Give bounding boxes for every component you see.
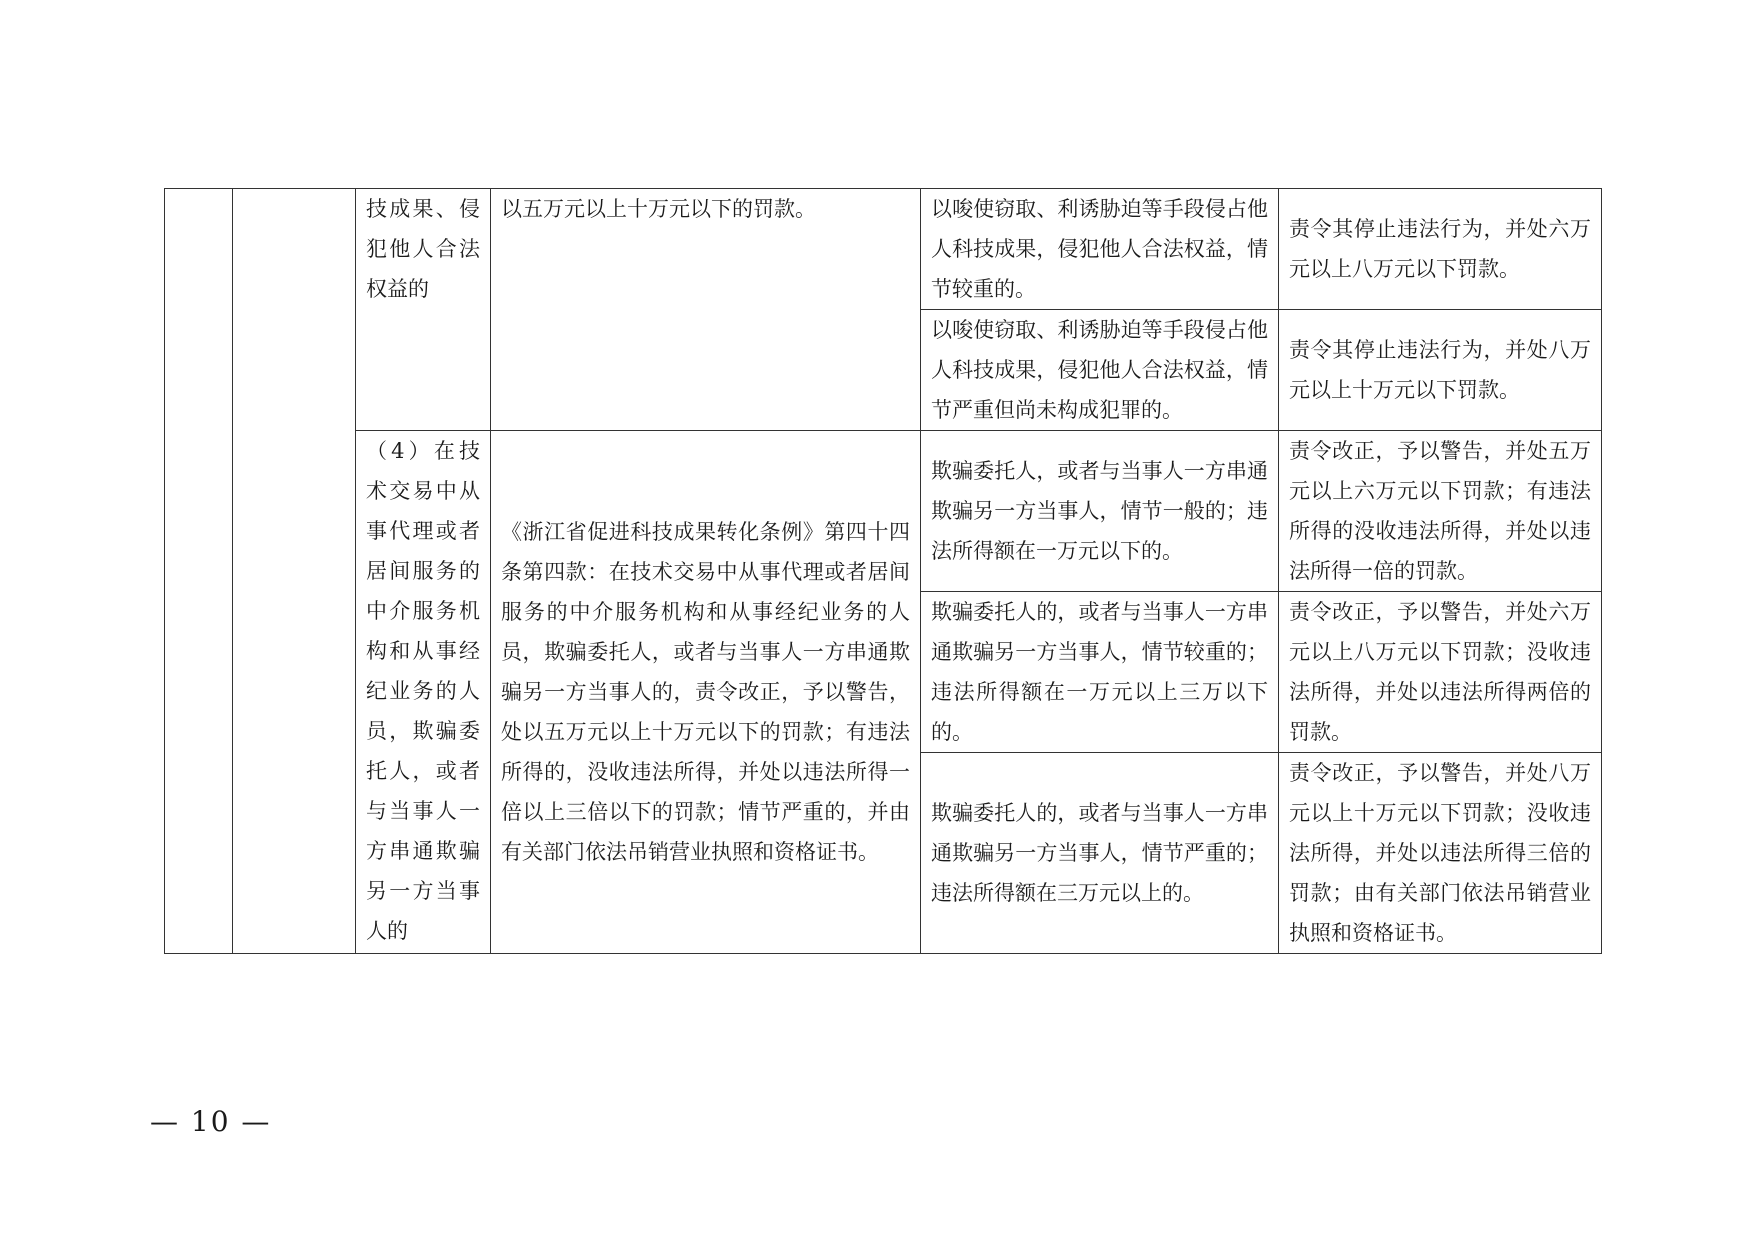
penalty-standard-cell: 责令其停止违法行为，并处八万元以上十万元以下罚款。 — [1279, 310, 1602, 431]
penalty-standard-cell: 责令其停止违法行为，并处六万元以上八万元以下罚款。 — [1279, 189, 1602, 310]
circumstance-cell: 欺骗委托人的，或者与当事人一方串通欺骗另一方当事人，情节严重的；违法所得额在三万元以上的。 — [921, 753, 1279, 954]
violation-behavior-cell: 技成果、侵犯他人合法权益的 — [356, 189, 491, 431]
circumstance-cell: 欺骗委托人的，或者与当事人一方串通欺骗另一方当事人，情节较重的；违法所得额在一万元以上三万以下的。 — [921, 592, 1279, 753]
penalty-standards-table — [164, 188, 1602, 954]
table-row — [165, 189, 1602, 310]
penalty-standard-cell: 责令改正，予以警告，并处六万元以上八万元以下罚款；没收违法所得，并处以违法所得两倍的罚款。 — [1279, 592, 1602, 753]
page-number: — 10 — — [150, 1105, 272, 1138]
circumstance-cell: 以唆使窃取、利诱胁迫等手段侵占他人科技成果，侵犯他人合法权益，情节较重的。 — [921, 189, 1279, 310]
legal-basis-cell: 《浙江省促进科技成果转化条例》第四十四条第四款：在技术交易中从事代理或者居间服务的中介服务机构和从事经纪业务的人员，欺骗委托人，或者与当事人一方串通欺骗另一方当事人的，责令改正，予以警告，处以五万元以上十万元以下的罚款；有违法所得的，没收违法所得，并处以违法所得一倍以上三倍以下的罚款；情节严重的，并由有关部门依法吊销营业执照和资格证书。 — [491, 431, 921, 954]
item-name-cell — [233, 189, 356, 954]
table-row — [165, 431, 1602, 592]
legal-basis-cell: 以五万元以上十万元以下的罚款。 — [491, 189, 921, 431]
violation-behavior-cell: （4）在技术交易中从事代理或者居间服务的中介服务机构和从事经纪业务的人员，欺骗委托人，或者与当事人一方串通欺骗另一方当事人的 — [356, 431, 491, 954]
circumstance-cell: 欺骗委托人，或者与当事人一方串通欺骗另一方当事人，情节一般的；违法所得额在一万元以下的。 — [921, 431, 1279, 592]
penalty-standard-cell: 责令改正，予以警告，并处八万元以上十万元以下罚款；没收违法所得，并处以违法所得三倍的罚款；由有关部门依法吊销营业执照和资格证书。 — [1279, 753, 1602, 954]
penalty-standard-cell: 责令改正，予以警告，并处五万元以上六万元以下罚款；有违法所得的没收违法所得，并处以违法所得一倍的罚款。 — [1279, 431, 1602, 592]
serial-number-cell — [165, 189, 233, 954]
circumstance-cell: 以唆使窃取、利诱胁迫等手段侵占他人科技成果，侵犯他人合法权益，情节严重但尚未构成犯罪的。 — [921, 310, 1279, 431]
